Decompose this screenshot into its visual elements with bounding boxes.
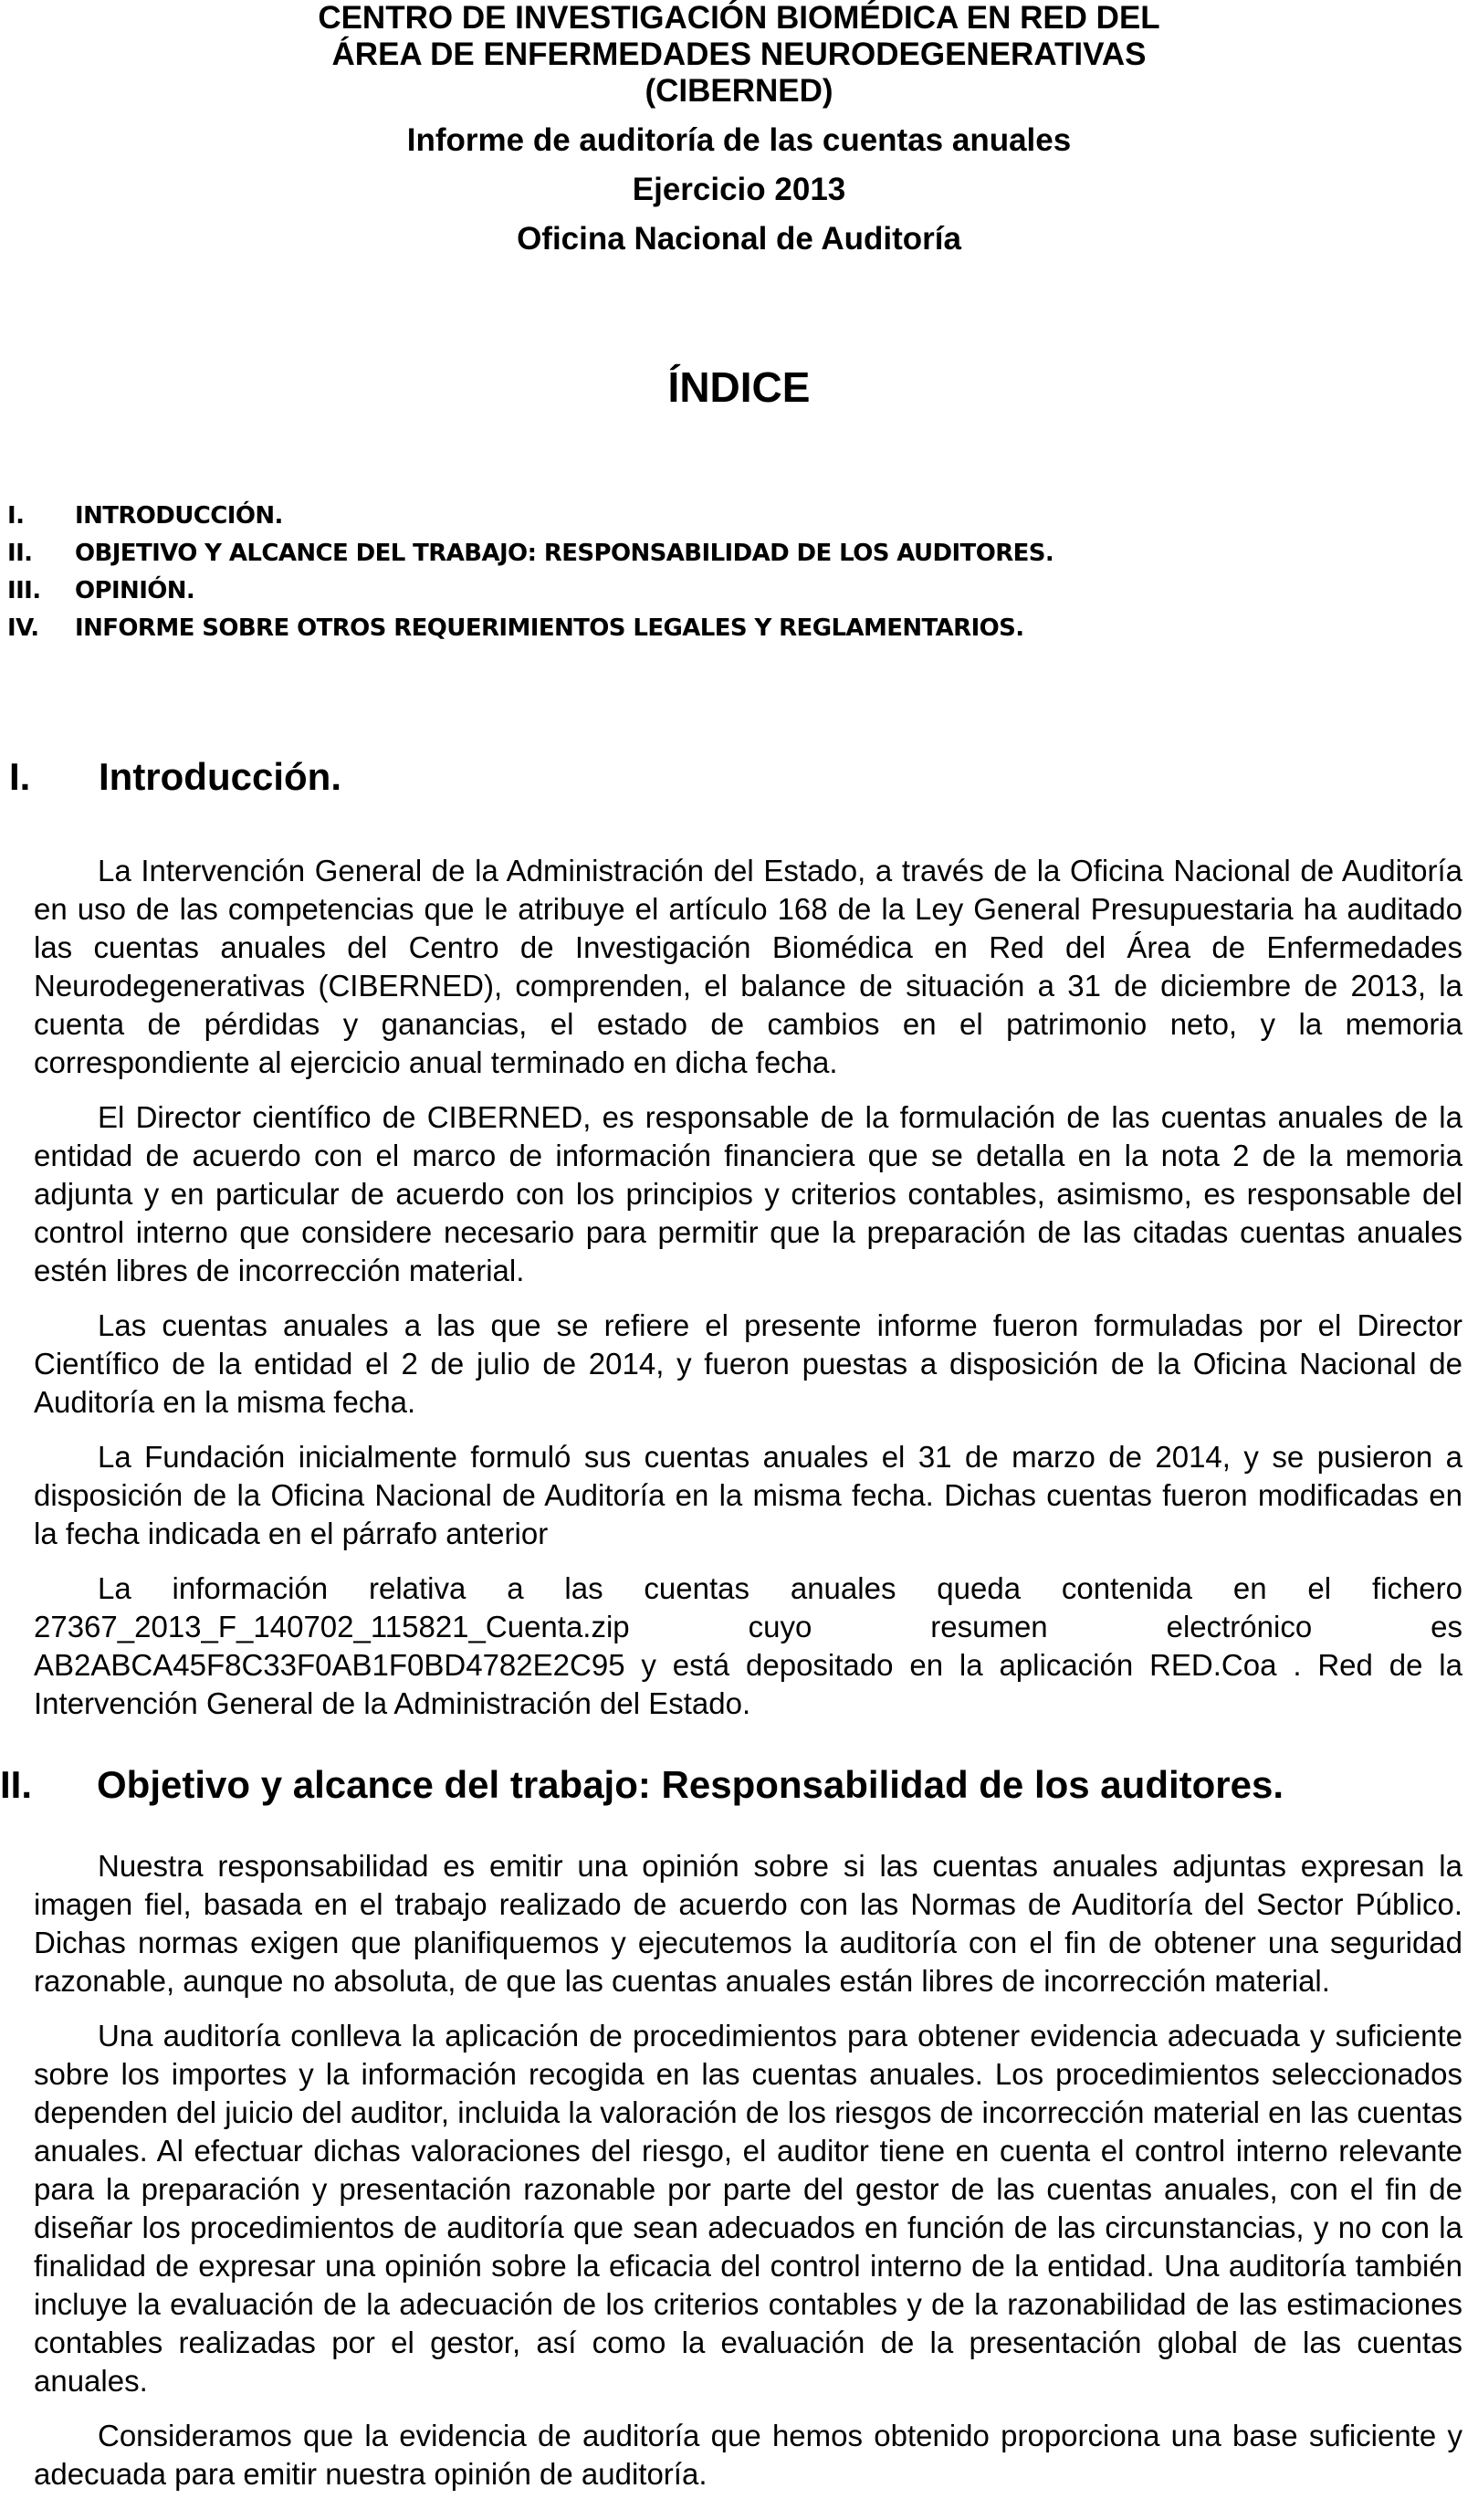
report-office: Oficina Nacional de Auditoría [517,221,961,257]
toc-item-text: OBJETIVO Y ALCANCE DEL TRABAJO: RESPONSABILIDAD DE LOS AUDITORES. [75,540,1054,567]
org-name-line-3: (CIBERNED) [645,73,833,109]
paragraph: La información relativa a las cuentas anuales queda contenida en el fichero 27367_2013_F_140702_115821_Cuenta.zip cuyo resumen electrónico es AB2ABCA45F8C33F0AB1F0BD4782E2C95 y está depositado en la aplicación RED.Coa . Red de la Intervención General de la Administración del Estado. [34,1571,1462,1720]
report-title: Informe de auditoría de las cuentas anuales [406,122,1072,158]
toc-item-text: INFORME SOBRE OTROS REQUERIMIENTOS LEGALES Y REGLAMENTARIOS. [75,614,1024,642]
paragraph: La Fundación inicialmente formuló sus cuentas anuales el 31 de marzo de 2014, y se pusieron a disposición de la Oficina Nacional de Auditoría en la misma fecha. Dichas cuentas fueron modificadas en la fecha indicada en el párrafo anterior [34,1440,1462,1550]
toc-item-number: III. [7,577,41,604]
section-number: I. [9,755,31,798]
paragraph: La Intervención General de la Administración del Estado, a través de la Oficina Nacional de Auditoría en uso de las competencias que le atribuye el artículo 168 de la Ley General Presupuestaria ha auditado las cuentas anuales del Centro de Investigación Biomédica en Red del Área de Enfermedades Neurodegenerativas (CIBERNED), comprenden, el balance de situación a 31 de diciembre de 2013, la cuenta de pérdidas y ganancias, el estado de cambios en el patrimonio neto, y la memoria correspondiente al ejercicio anual terminado en dicha fecha. [34,854,1462,1079]
section-title: Objetivo y alcance del trabajo: Responsabilidad de los auditores. [97,1763,1284,1806]
toc-item-number: IV. [7,614,39,642]
paragraph: Consideramos que la evidencia de auditoría que hemos obtenido proporciona una base suficiente y adecuada para emitir nuestra opinión de auditoría. [34,2419,1462,2491]
toc-item-number: I. [7,502,25,530]
org-name-line-2: ÁREA DE ENFERMEDADES NEURODEGENERATIVAS [331,37,1147,72]
section-body-introduccion [34,852,1462,1739]
toc-item-text: OPINIÓN. [75,577,195,604]
section-body-objetivo [34,1847,1462,2510]
report-year: Ejercicio 2013 [632,172,846,207]
toc-item-text: INTRODUCCIÓN. [75,502,283,530]
index-title: ÍNDICE [667,363,811,411]
section-title: Introducción. [99,755,341,798]
paragraph: El Director científico de CIBERNED, es responsable de la formulación de las cuentas anuales de la entidad de acuerdo con el marco de información financiera que se detalla en la nota 2 de la memoria adjunta y en particular de acuerdo con los principios y criterios contables, asimismo, es responsable del control interno que considere necesario para permitir que la preparación de las citadas cuentas anuales estén libres de incorrección material. [34,1100,1462,1287]
paragraph: Las cuentas anuales a las que se refiere el presente informe fueron formuladas por el Director Científico de la entidad el 2 de julio de 2014, y fueron puestas a disposición de la Oficina Nacional de Auditoría en la misma fecha. [34,1308,1462,1419]
document-header [0,0,1478,110]
org-name-line-1: CENTRO DE INVESTIGACIÓN BIOMÉDICA EN RED DEL [318,0,1160,36]
paragraph: Nuestra responsabilidad es emitir una opinión sobre si las cuentas anuales adjuntas expresan la imagen fiel, basada en el trabajo realizado de acuerdo con las Normas de Auditoría del Sector Público. Dichas normas exigen que planifiquemos y ejecutemos la auditoría con el fin de obtener una seguridad razonable, aunque no absoluta, de que las cuentas anuales están libres de incorrección material. [34,1849,1462,1998]
section-number: II. [0,1763,33,1806]
toc-item-number: II. [7,540,33,567]
paragraph: Una auditoría conlleva la aplicación de procedimientos para obtener evidencia adecuada y suficiente sobre los importes y la información recogida en las cuentas anuales. Los procedimientos seleccionados dependen del juicio del auditor, incluida la valoración de los riesgos de incorrección material en las cuentas anuales. Al efectuar dichas valoraciones del riesgo, el auditor tiene en cuenta el control interno relevante para la preparación y presentación razonable por parte del gestor de las cuentas anuales, con el fin de diseñar los procedimientos de auditoría que sean adecuados en función de las circunstancias, y no con la finalidad de expresar una opinión sobre la eficacia del control interno de la entidad. Una auditoría también incluye la evaluación de la adecuación de los criterios contables y de la razonabilidad de las estimaciones contables realizadas por el gestor, así como la evaluación de la presentación global de las cuentas anuales. [34,2019,1462,2398]
